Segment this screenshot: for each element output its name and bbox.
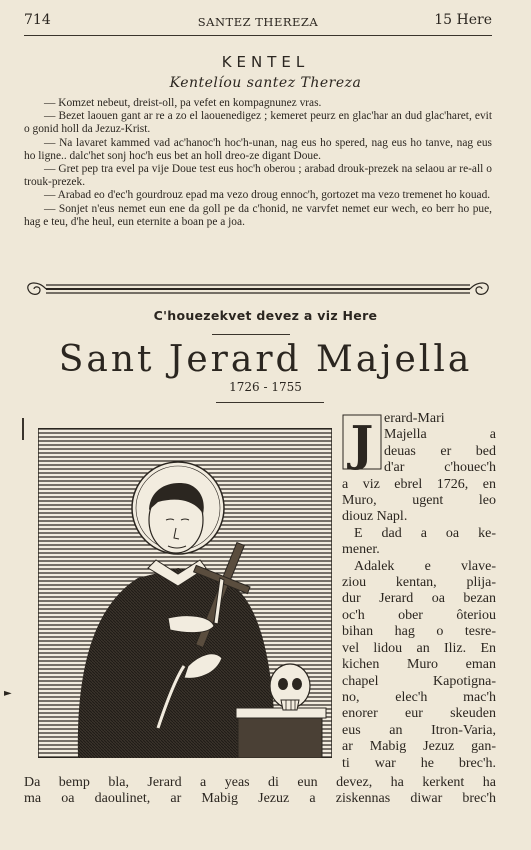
kentel-paragraph: — Sonjet n'eus nemet eun ene da goll pe da c'honid, ne varvfet nemet eur wech, eo berr ho pue, hag e teu, d'he heul, eun eternite a boan pe a joa. [24, 202, 492, 228]
story-line: ziou kentan, plija- [342, 575, 496, 591]
story-line: Majella a [384, 427, 496, 443]
margin-mark [22, 418, 24, 440]
story-line: ti war he brec'h. [342, 755, 496, 771]
kentel-title: KENTEL [221, 53, 310, 71]
story-line: dur Jerard oa bezan [342, 591, 496, 607]
story-line: Adalek e vlave- [354, 558, 496, 574]
saint-name: Sant Jerard Majella [58, 339, 473, 380]
divider [216, 402, 324, 403]
story-line: chapel Kapotigna- [342, 673, 496, 689]
kentel-paragraph: — Komzet nebeut, dreist-oll, pa vefet en kompagnunez vras. [44, 97, 322, 109]
header-date: 15 Here [434, 12, 492, 28]
story-line: enorer eur skeuden [342, 706, 496, 722]
day-heading: C'houezekvet devez a viz Here [153, 308, 378, 323]
story-line: a viz ebrel 1726, en [342, 476, 496, 492]
story-column [342, 411, 496, 772]
kentel-subtitle: Kentelíou santez Thereza [169, 75, 362, 91]
story-line: deuas er bed [384, 443, 496, 459]
kentel-paragraph: — Na lavaret kammed vad ac'hanoc'h hoc'h-unan, nag eus ho spered, nag eus ho tanve, nag eus ho ligne.. dalc'het sonj hoc'h eus bet an holl dreo-ze digant Doue. [24, 136, 492, 162]
story-line: ma oa daoulinet, ar Mabig Jezuz a ziskennas diwar brec'h [24, 791, 496, 807]
drop-cap [342, 414, 382, 470]
running-header [24, 12, 492, 32]
story-line: erard-Mari [384, 411, 445, 426]
story-continuation [24, 775, 496, 808]
story-line: bihan hag o tesre- [342, 624, 496, 640]
divider [212, 334, 290, 335]
story-line: eus an Itron-Varia, [342, 722, 496, 738]
drop-cap-letter: J [350, 416, 374, 470]
story-line: E dad a oa ke- [354, 525, 496, 541]
saint-engraving [38, 428, 332, 758]
header-rule [24, 35, 492, 36]
kentel-paragraph: — Gret pep tra evel pa vije Doue test eus hoc'h oberou ; arabad drouk-prezek na selaou ar re-all o trouk-prezek. [24, 163, 492, 189]
story-line: oc'h ober ôteriou [342, 607, 496, 623]
kentel-paragraph: — Arabad eo d'ec'h gourdrouz epad ma vezo droug ennoc'h, gortozet ma vezo tremenet ho kouad. [44, 189, 491, 202]
story-line: no, elec'h mac'h [342, 689, 496, 705]
saint-dates: 1726 - 1755 [229, 380, 302, 394]
story-line: d'ar c'houec'h [384, 460, 496, 476]
story-line: mener. [342, 542, 380, 558]
running-title: SANTEZ THEREZA [197, 15, 319, 29]
story-line: Da bemp bla, Jerard a yeas di eun devez, ha kerkent ha [24, 775, 496, 790]
story-line: vel lidou an Iliz. En [342, 640, 496, 656]
kentel-paragraphs [24, 97, 492, 229]
kentel-paragraph: — Bezet laouen gant ar re a zo el laouenedigez ; kemeret peurz en glac'har an dud glac'haret, evit o gonid holl da Jezuz-Krist. [24, 110, 492, 136]
story-line: kichen Muro eman [342, 657, 496, 673]
story-line: ar Mabig Jezuz gan- [342, 739, 496, 755]
ornamental-divider [24, 278, 492, 300]
story-line: Muro, ugent leo [342, 493, 496, 509]
page-number: 714 [24, 12, 51, 28]
story-line: diouz Napl. [342, 509, 408, 525]
margin-arrow-icon: ► [4, 688, 12, 699]
